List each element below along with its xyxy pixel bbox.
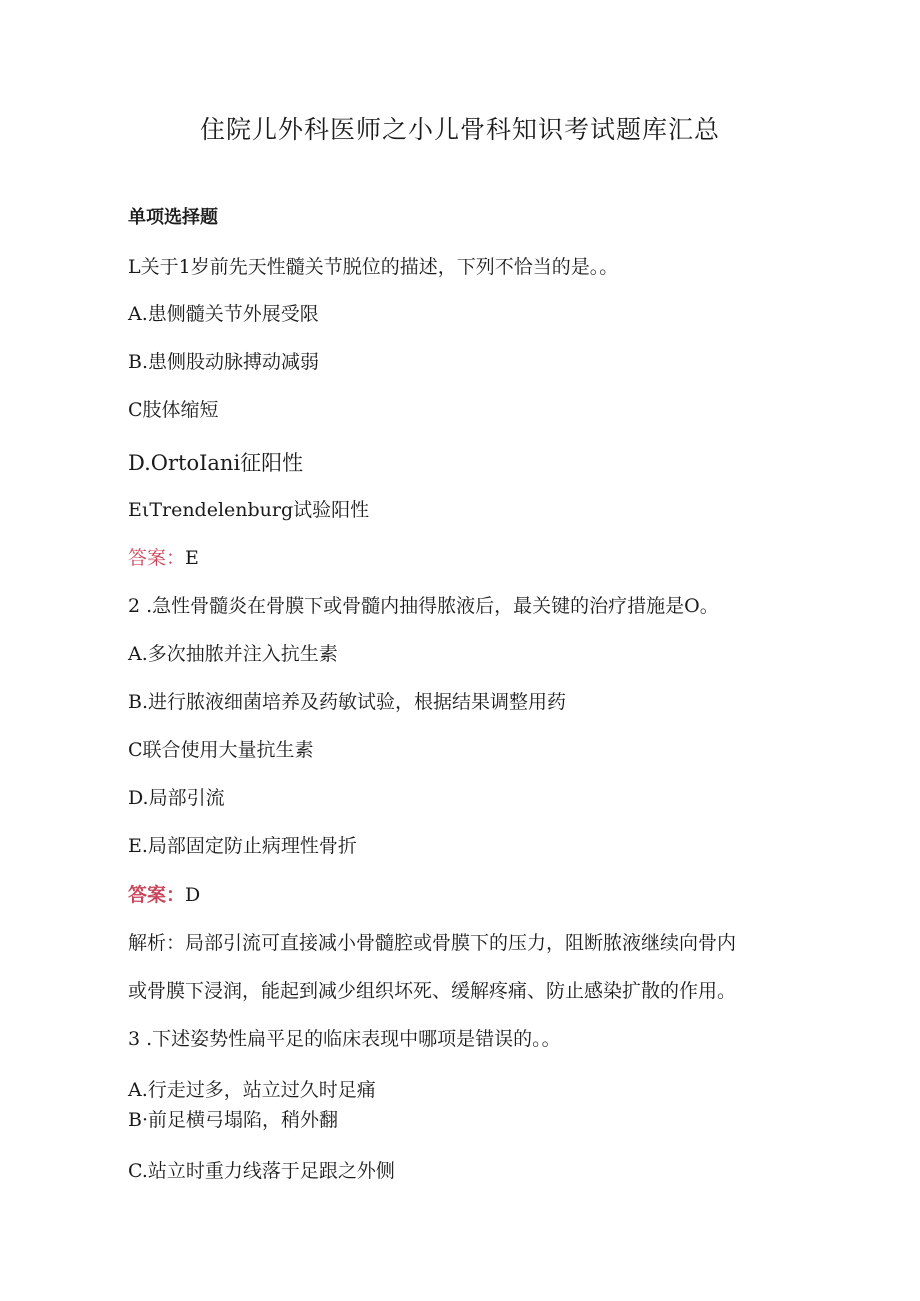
answer-value: D: [185, 884, 201, 906]
question-3-option-b: B·前足横弓塌陷，稍外翻: [128, 1109, 339, 1131]
question-2-option-d: D.局部引流: [128, 787, 225, 809]
question-1-stem: L关于1岁前先天性髓关节脱位的描述，下列不恰当的是。。: [128, 256, 619, 278]
question-3-option-a: A.行走过多，站立过久时足痛: [128, 1079, 376, 1101]
question-3-stem: 3 .下述姿势性扁平足的临床表现中哪项是错误的。。: [128, 1028, 561, 1050]
question-2-option-e: E.局部固定防止病理性骨折: [128, 835, 357, 857]
page-title: 住院儿外科医师之小儿骨科知识考试题库汇总: [199, 115, 720, 144]
section-heading: 单项选择题: [128, 207, 218, 228]
question-2-analysis-line-1: 解析：局部引流可直接减小骨髓腔或骨膜下的压力，阻断脓液继续向骨内: [128, 932, 737, 954]
question-1-option-c: C肢体缩短: [128, 399, 219, 421]
question-1-option-a: A.患侧髓关节外展受限: [128, 303, 319, 325]
question-1-answer: [128, 547, 199, 570]
question-2-option-b: B.进行脓液细菌培养及药敏试验，根据结果调整用药: [128, 691, 567, 713]
question-2-stem: 2 .急性骨髓炎在骨膜下或骨髓内抽得脓液后，最关键的治疗措施是O。: [128, 595, 719, 617]
question-2-option-a: A.多次抽脓并注入抗生素: [128, 643, 338, 665]
question-2-option-c: C联合使用大量抗生素: [128, 739, 314, 761]
question-1-option-d: D.OrtoIani征阳性: [128, 451, 304, 475]
question-2-analysis-line-2: 或骨膜下浸润，能起到减少组织坏死、缓解疼痛、防止感染扩散的作用。: [128, 980, 737, 1002]
question-1-option-b: B.患侧股动脉搏动减弱: [128, 351, 320, 373]
answer-value: E: [185, 547, 199, 569]
question-3-option-c: C.站立时重力线落于足跟之外侧: [128, 1160, 395, 1182]
question-2-answer: [128, 884, 200, 907]
answer-label: 答案：: [128, 547, 186, 569]
question-1-option-e: EιTrendelenburg试验阳性: [128, 499, 370, 521]
answer-label: 答案：: [128, 884, 186, 906]
